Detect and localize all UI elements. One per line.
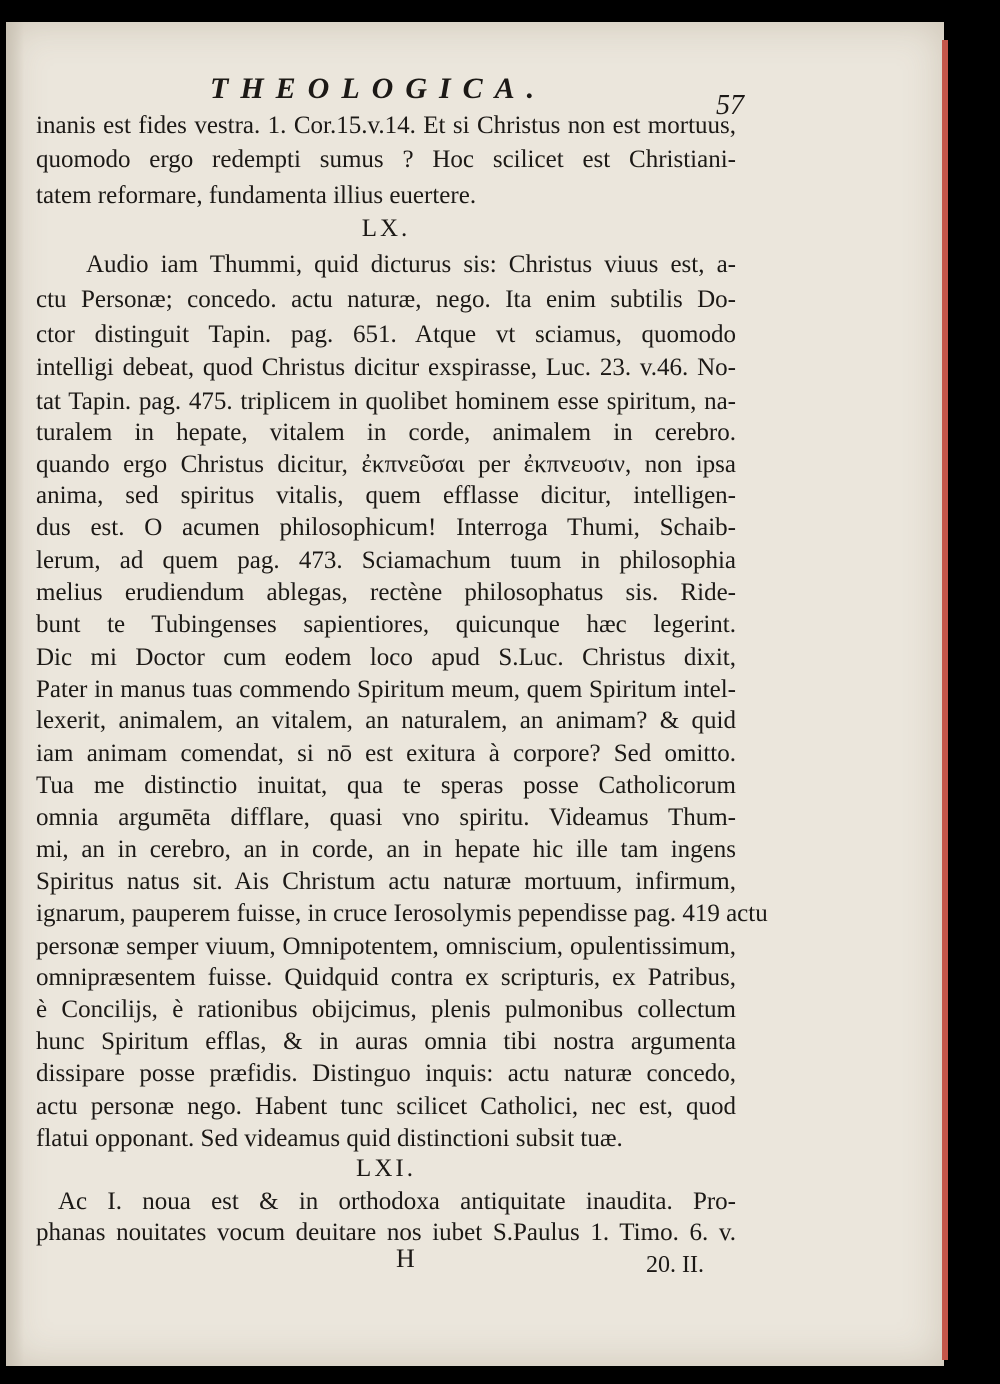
section-heading: LXI. (356, 1155, 416, 1182)
page-gutter (6, 22, 24, 1366)
text-line: hunc Spiritum efflas, & in auras omnia tibi nostra argumenta (36, 1028, 736, 1055)
text-line: ctor distinguit Tapin. pag. 651. Atque vt sciamus, quomodo (36, 321, 736, 348)
text-line: flatui opponant. Sed videamus quid distinctioni subsit tuæ. (36, 1125, 623, 1152)
text-line: ctu Personæ; concedo. actu naturæ, nego. Ita enim subtilis Do- (36, 286, 736, 313)
text-line: ignarum, pauperem fuisse, in cruce Ierosolymis pependisse pag. 419 actu (36, 900, 768, 927)
text-line: quando ergo Christus dicitur, ἐκπνεῦσαι per ἐκπνευσιν, non ipsa (36, 451, 736, 478)
text-line: è Concilijs, è rationibus obijcimus, plenis pulmonibus collectum (36, 996, 736, 1023)
signature-mark: H (396, 1244, 415, 1273)
text-line: Audio iam Thummi, quid dicturus sis: Christus viuus est, a- (86, 251, 736, 278)
text-line: intelligi debeat, quod Christus dicitur exspirasse, Luc. 23. v.46. No- (36, 354, 736, 381)
catchword: 20. II. (646, 1252, 704, 1278)
running-head: THEOLOGICA. (210, 72, 547, 105)
text-line: turalem in hepate, vitalem in corde, animalem in cerebro. (36, 419, 736, 446)
text-line: inanis est fides vestra. 1. Cor.15.v.14. Et si Christus non est mortuus, (36, 112, 736, 139)
text-line: omnipræsentem fuisse. Quidquid contra ex scripturis, ex Patribus, (36, 964, 736, 991)
text-line: actu personæ nego. Habent tunc scilicet Catholici, nec est, quod (36, 1093, 736, 1120)
section-heading: LX. (361, 215, 411, 242)
text-line: omnia argumēta difflare, quasi vno spiritu. Videamus Thum- (36, 804, 736, 831)
text-line: Ac I. noua est & in orthodoxa antiquitate inaudita. Pro- (58, 1188, 736, 1215)
text-line: bunt te Tubingenses sapientiores, quicunque hæc legerint. (36, 611, 736, 638)
text-line: phanas nouitates vocum deuitare nos iubet S.Paulus 1. Timo. 6. v. (36, 1219, 736, 1246)
page-number: 57 (716, 90, 744, 121)
text-line: Dic mi Doctor cum eodem loco apud S.Luc. Christus dixit, (36, 644, 736, 671)
text-line: iam animam comendat, si nō est exitura à corpore? Sed omitto. (36, 740, 736, 767)
text-line: mi, an in cerebro, an in corde, an in hepate hic ille tam ingens (36, 836, 736, 863)
text-line: personæ semper viuum, Omnipotentem, omniscium, opulentissimum, (36, 933, 736, 960)
text-line: Pater in manus tuas commendo Spiritum meum, quem Spiritum intel- (36, 676, 736, 703)
text-line: tat Tapin. pag. 475. triplicem in quolibet hominem esse spiritum, na- (36, 388, 736, 415)
text-line: lexerit, animalem, an vitalem, an naturalem, an animam? & quid (36, 707, 736, 734)
text-line: quomodo ergo redempti sumus ? Hoc scilicet est Christiani- (36, 146, 736, 173)
text-line: tatem reformare, fundamenta illius euertere. (36, 182, 477, 209)
text-line: melius erudiendum ablegas, rectène philosophatus sis. Ride- (36, 579, 736, 606)
text-line: lerum, ad quem pag. 473. Sciamachum tuum in philosophia (36, 547, 736, 574)
red-page-edge (942, 40, 948, 1360)
text-line: anima, sed spiritus vitalis, quem efflasse dicitur, intelligen- (36, 482, 736, 509)
text-line: dissipare posse præfidis. Distinguo inquis: actu naturæ concedo, (36, 1060, 736, 1087)
text-line: Tua me distinctio inuitat, qua te speras posse Catholicorum (36, 772, 736, 799)
text-line: Spiritus natus sit. Ais Christum actu naturæ mortuum, infirmum, (36, 868, 736, 895)
text-line: dus est. O acumen philosophicum! Interroga Thumi, Schaib- (36, 514, 736, 541)
